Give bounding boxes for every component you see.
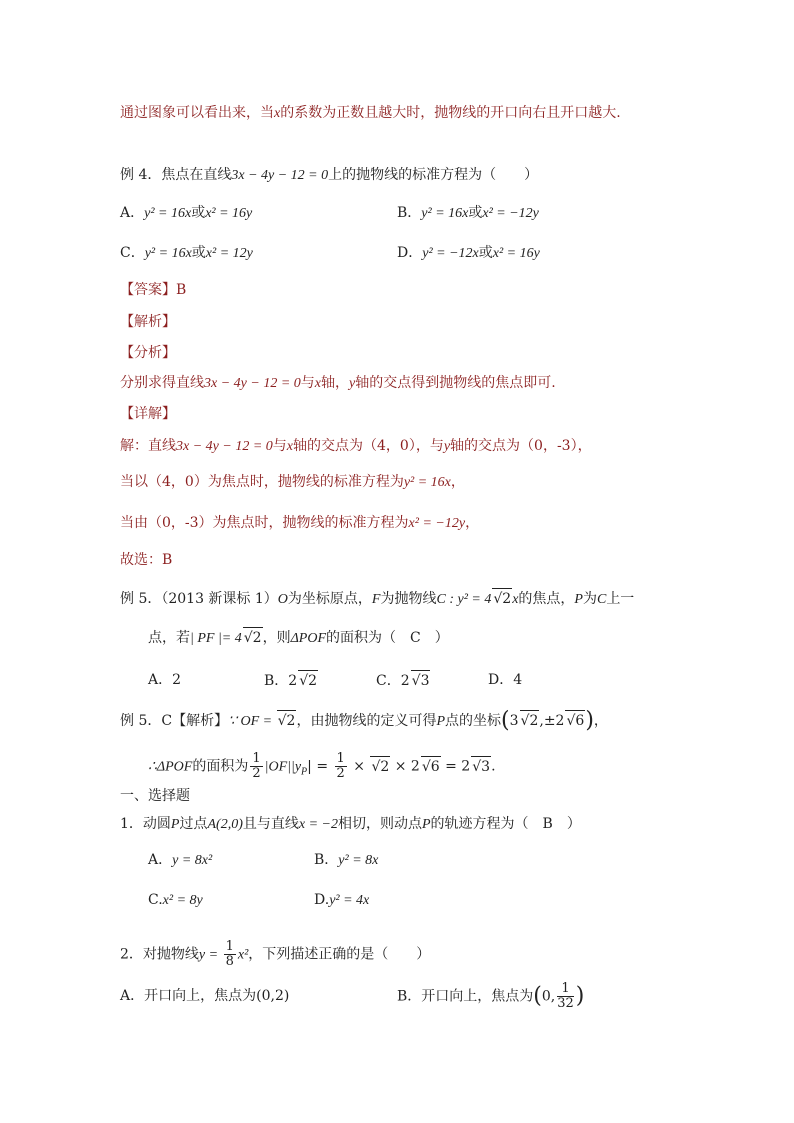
ex4-option-d bbox=[397, 243, 540, 264]
ex5-coord-close: ) bbox=[585, 708, 594, 733]
ex5-p: P bbox=[574, 592, 583, 607]
ex5-line2-a: 点，若 bbox=[148, 630, 190, 646]
q2-b-open: ( bbox=[533, 983, 542, 1009]
ex5-half-frac bbox=[250, 752, 262, 781]
ex5-sol2-b: 的面积为 bbox=[192, 758, 249, 775]
ex5-option-b bbox=[264, 670, 318, 691]
q2-b-frac bbox=[557, 982, 574, 1011]
ex5-sol1: 例 5．C【解析】∵ OF = √2，由抛物线的定义可得P点的坐标(3 √2,±2 √6)， bbox=[120, 708, 608, 733]
ex4-a-or: 或 bbox=[191, 205, 206, 221]
ex4-fenxi-b: 与 bbox=[300, 375, 315, 391]
ex4-option-b bbox=[397, 203, 539, 224]
ex5-sol1-eq: ∵ OF = bbox=[228, 714, 276, 729]
ex4-fenxi-line bbox=[120, 373, 556, 394]
ex4-xiangjie: 【详解】 bbox=[120, 406, 176, 422]
q2-b-label: B．开口向上，焦点为 bbox=[397, 988, 534, 1005]
q2-y-eq: y = bbox=[198, 947, 222, 963]
q1-stem-d: 相切，则动点 bbox=[337, 816, 422, 832]
ex4-sol3-b: ， bbox=[465, 515, 480, 531]
ex5-sol1-b: ，由抛物线的定义可得 bbox=[296, 713, 437, 729]
ex4-c-label: C． bbox=[120, 245, 145, 261]
ex5-stem-c: 为抛物线 bbox=[380, 591, 437, 607]
q2-x2: x² bbox=[237, 947, 249, 963]
ex4-sol3 bbox=[120, 513, 479, 534]
q2-num: 1 bbox=[225, 939, 234, 954]
ex5-option-a bbox=[148, 670, 181, 690]
ex5-stem-d: 的焦点， bbox=[518, 591, 575, 607]
q1-option-a bbox=[148, 850, 212, 871]
ex5-option-c bbox=[376, 670, 430, 691]
ex5-coord-open: ( bbox=[501, 708, 510, 733]
ex5-c-eq-a: C : y² = 4 bbox=[436, 592, 492, 607]
ex4-sol1-b: 与 bbox=[272, 438, 287, 454]
ex4-sol1-eq: 3x − 4y − 12 = 0 bbox=[176, 439, 273, 454]
ex4-d-or: 或 bbox=[478, 245, 493, 261]
q2-a-label: A．开口向上，焦点为 bbox=[120, 988, 257, 1004]
ex5-coord-b: ,±2 bbox=[539, 713, 565, 729]
ex4-sol1-d: 轴的交点为（0，-3）， bbox=[450, 438, 592, 454]
q2-b-focus-a: 0, bbox=[541, 988, 556, 1005]
ex4-d-eq1: y² = −12x bbox=[422, 246, 479, 261]
q1-stem-e: 的轨迹方程为（ B ） bbox=[430, 816, 581, 832]
ex5-r6-sqrt: √6 bbox=[421, 756, 441, 777]
q2-option-a bbox=[120, 986, 289, 1006]
ex5-option-d bbox=[488, 670, 522, 690]
ex4-fenxi-a: 分别求得直线 bbox=[120, 375, 204, 391]
ex5-f: F bbox=[371, 592, 381, 607]
ex5-r3: 3 bbox=[481, 758, 491, 775]
ex5-c-eq-rad: 2 bbox=[502, 591, 512, 607]
ex4-stem bbox=[120, 165, 538, 186]
q1-c-eq: x² = 8y bbox=[162, 893, 203, 908]
ex5-b-sqrt: √2 bbox=[298, 670, 318, 691]
ex4-c-eq2: x² = 12y bbox=[205, 246, 253, 261]
ex4-a-label: A． bbox=[120, 205, 145, 221]
ex5-coord-rad1: 2 bbox=[529, 713, 539, 729]
q2-b-close: ) bbox=[575, 983, 585, 1009]
q1-b-eq: y² = 8x bbox=[338, 853, 379, 868]
ex5-abs-sub: P bbox=[301, 766, 308, 778]
ex5-half-num-2: 1 bbox=[336, 751, 345, 766]
q1-d-eq: y² = 4x bbox=[329, 893, 370, 908]
q2-den: 8 bbox=[225, 954, 234, 969]
q2-stem-a: 2．对抛物线 bbox=[120, 946, 199, 963]
ex5-half-num: 1 bbox=[252, 751, 261, 766]
q2-stem-b: ，下列描述正确的是（ ） bbox=[248, 946, 431, 963]
ex4-fenxi-c: 轴， bbox=[321, 375, 349, 391]
ex5-coord-rad2: 6 bbox=[575, 713, 585, 729]
q2-b-num: 1 bbox=[557, 982, 574, 997]
ex5-c-rad: 3 bbox=[420, 673, 430, 689]
ex5-b-label: B． bbox=[264, 673, 289, 689]
ex5-sol1-sqrt: √2 bbox=[277, 710, 297, 731]
ex5-stem-f: 上一 bbox=[606, 591, 635, 607]
ex5-tri: ΔPOF bbox=[290, 631, 327, 646]
q1-b-label: B． bbox=[314, 852, 339, 868]
q1-option-b bbox=[314, 850, 378, 871]
ex4-d-label: D． bbox=[397, 245, 423, 261]
ex5-sol1-rad: 2 bbox=[286, 713, 296, 729]
intro-var: x bbox=[274, 106, 281, 121]
ex4-choice: 故选：B bbox=[120, 552, 173, 568]
ex5-sol2-a: ∴ΔPOF bbox=[148, 759, 193, 775]
q1-option-c bbox=[148, 890, 203, 911]
ex5-abs-end: | = bbox=[307, 758, 333, 775]
ex5-period: . bbox=[491, 758, 496, 775]
ex5-line2-c: 的面积为（ C ） bbox=[326, 630, 449, 646]
q1-line: x = −2 bbox=[298, 817, 338, 832]
ex5-r6: 6 bbox=[430, 758, 440, 775]
ex4-answer: 【答案】B bbox=[120, 282, 187, 298]
ex5-c-sqrt: √3 bbox=[411, 670, 431, 691]
ex4-stem-eq: 3x − 4y − 12 = 0 bbox=[231, 168, 329, 183]
ex5-b-rad: 2 bbox=[308, 673, 318, 689]
ex4-sol1-x: x bbox=[286, 439, 293, 454]
ex5-coord-sqrt1: √2 bbox=[520, 710, 540, 731]
ex4-stem-b: 上的抛物线的标准方程为（ ） bbox=[328, 167, 539, 183]
ex5-coord-sqrt2: √6 bbox=[565, 710, 585, 731]
ex4-sol1 bbox=[120, 436, 592, 457]
q1-point-a: A(2,0) bbox=[207, 817, 243, 832]
ex5-a-value: 2 bbox=[172, 672, 182, 688]
q1-stem-b: 过点 bbox=[179, 816, 208, 832]
ex5-pf-sqrt: √2 bbox=[243, 627, 263, 648]
ex4-sol1-y: y bbox=[443, 439, 451, 454]
ex4-option-c bbox=[120, 243, 253, 264]
ex5-stem-a: 例 5．（2013 新课标 1） bbox=[120, 591, 278, 607]
q1-p: P bbox=[170, 817, 180, 832]
ex5-stem-e: 为 bbox=[582, 591, 597, 607]
ex4-b-eq1: y² = 16x bbox=[421, 206, 469, 221]
ex4-fenxi-eq: 3x − 4y − 12 = 0 bbox=[204, 376, 301, 391]
ex5-stem bbox=[120, 588, 634, 610]
ex4-sol1-a: 解：直线 bbox=[120, 438, 176, 454]
ex4-sol2-b: ， bbox=[450, 474, 465, 490]
ex5-d-value: 4 bbox=[513, 672, 523, 688]
ex5-d-label: D． bbox=[488, 672, 514, 688]
ex4-c-or: 或 bbox=[191, 245, 206, 261]
ex4-stem-a: 例 4．焦点在直线 bbox=[120, 167, 232, 183]
q2-stem bbox=[120, 940, 430, 969]
ex5-c-label: C． bbox=[376, 673, 401, 689]
ex5-coord-a: 3 bbox=[509, 713, 519, 729]
ex4-fenxi-y: y bbox=[349, 376, 356, 391]
q1-c-label: C. bbox=[148, 892, 163, 908]
ex5-half-den-2: 2 bbox=[336, 766, 345, 781]
ex5-r2-sqrt: √2 bbox=[370, 756, 390, 777]
ex4-c-eq1: y² = 16x bbox=[144, 246, 192, 261]
q1-stem-a: 1．动圆 bbox=[120, 816, 171, 832]
ex4-b-eq2: x² = −12y bbox=[482, 206, 539, 221]
ex4-b-label: B． bbox=[397, 205, 422, 221]
ex4-a-eq2: x² = 16y bbox=[205, 206, 253, 221]
ex4-sol2 bbox=[120, 472, 465, 493]
ex5-c: C bbox=[596, 592, 607, 607]
ex4-fenxi-x: x bbox=[314, 376, 321, 391]
ex4-sol3-eq: x² = −12y bbox=[408, 516, 466, 531]
ex5-r3-sqrt: √3 bbox=[471, 756, 491, 777]
ex4-sol3-a: 当由（0，-3）为焦点时，抛物线的标准方程为 bbox=[120, 515, 409, 531]
ex4-b-or: 或 bbox=[468, 205, 483, 221]
ex5-pf: | PF |= 4 bbox=[190, 631, 242, 646]
q1-stem-c: 且与直线 bbox=[242, 816, 299, 832]
q1-option-d bbox=[314, 890, 369, 911]
ex4-option-a bbox=[120, 203, 252, 224]
q1-a-label: A． bbox=[148, 852, 173, 868]
ex4-sol2-eq: y² = 16x bbox=[403, 475, 451, 490]
ex5-c-eq-b: x bbox=[512, 592, 519, 607]
q1-p2: P bbox=[421, 817, 431, 832]
ex5-half-den: 2 bbox=[252, 766, 261, 781]
q2-option-b bbox=[397, 982, 584, 1011]
q1-a-eq: y = 8x² bbox=[172, 853, 213, 868]
q2-a-focus: (0,2) bbox=[256, 988, 290, 1004]
ex5-o: O bbox=[277, 592, 288, 607]
ex5-eq-end: = 2 bbox=[440, 758, 471, 775]
ex5-sol1-a: 例 5．C【解析】 bbox=[120, 713, 229, 729]
intro-text-a: 通过图象可以看出来，当 bbox=[120, 105, 274, 121]
ex5-c-eq-sqrt: √2 bbox=[492, 588, 512, 609]
ex5-abs-expr: |OF||y bbox=[264, 759, 302, 775]
q1-stem bbox=[120, 814, 581, 835]
ex4-sol1-c: 轴的交点为（4，0），与 bbox=[293, 438, 444, 454]
ex5-c-coef: 2 bbox=[400, 673, 410, 689]
ex5-times-b: × 2 bbox=[390, 758, 420, 775]
intro-text-b: 的系数为正数且越大时，抛物线的开口向右且开口越大. bbox=[280, 105, 621, 121]
q1-d-label: D. bbox=[314, 892, 330, 908]
ex5-r2: 2 bbox=[380, 758, 390, 775]
ex5-sol2 bbox=[148, 752, 496, 781]
ex4-fenxi-d: 轴的交点得到抛物线的焦点即可. bbox=[355, 375, 556, 391]
ex4-jiexi: 【解析】 bbox=[120, 314, 176, 330]
q2-b-den: 32 bbox=[557, 996, 574, 1011]
ex5-b-coef: 2 bbox=[288, 673, 298, 689]
ex5-pf-rad: 2 bbox=[252, 630, 262, 646]
ex4-fenxi: 【分析】 bbox=[120, 345, 176, 361]
ex5-sol1-p: P bbox=[436, 714, 446, 729]
ex5-a-label: A． bbox=[148, 672, 173, 688]
section-title: 一、选择题 bbox=[120, 788, 190, 804]
ex5-half-frac-2 bbox=[335, 752, 347, 781]
intro-line bbox=[120, 103, 621, 124]
q2-frac bbox=[224, 940, 236, 969]
ex5-times-a: × bbox=[348, 758, 370, 775]
ex5-line2-b: ，则 bbox=[262, 630, 291, 646]
ex5-sol1-c: 点的坐标 bbox=[445, 713, 502, 729]
ex5-stem-b: 为坐标原点， bbox=[287, 591, 372, 607]
ex5-line2 bbox=[148, 627, 449, 649]
ex4-a-eq1: y² = 16x bbox=[144, 206, 192, 221]
ex4-sol2-a: 当以（4，0）为焦点时，抛物线的标准方程为 bbox=[120, 474, 404, 490]
ex4-d-eq2: x² = 16y bbox=[492, 246, 540, 261]
